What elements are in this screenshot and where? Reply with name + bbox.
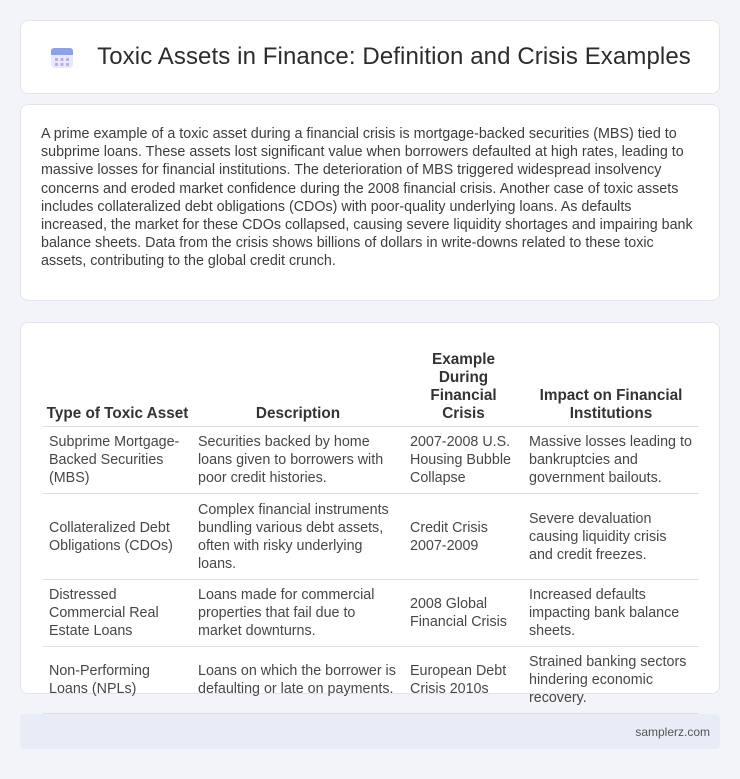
footer-site-link[interactable]: samplerz.com	[635, 724, 710, 739]
table-cell: Severe devaluation causing liquidity crisis and credit freezes.	[523, 494, 699, 580]
column-header: Impact on Financial Institutions	[523, 345, 699, 427]
calendar-icon	[49, 44, 75, 70]
table-cell: Collateralized Debt Obligations (CDOs)	[43, 494, 192, 580]
table-card	[20, 322, 720, 706]
table-cell: Distressed Commercial Real Estate Loans	[43, 580, 192, 647]
table-cell: Subprime Mortgage-Backed Securities (MBS)	[43, 427, 192, 494]
table-cell: Strained banking sectors hindering economic recovery.	[523, 647, 699, 714]
column-header: Example During Financial Crisis	[404, 345, 523, 427]
table-row	[43, 580, 699, 647]
table-cell: 2008 Global Financial Crisis	[404, 580, 523, 647]
table-cell: Loans on which the borrower is defaulting or late on payments.	[192, 647, 404, 714]
page-title: Toxic Assets in Finance: Definition and Crisis Examples	[97, 43, 691, 70]
column-header: Type of Toxic Asset	[43, 345, 192, 427]
title-card	[20, 20, 720, 94]
table-cell: Increased defaults impacting bank balance sheets.	[523, 580, 699, 647]
table-cell: Non-Performing Loans (NPLs)	[43, 647, 192, 714]
table-cell: Loans made for commercial properties that fail due to market downturns.	[192, 580, 404, 647]
table-cell: Complex financial instruments bundling various debt assets, often with risky underlying loans.	[192, 494, 404, 580]
table-cell: Credit Crisis 2007-2009	[404, 494, 523, 580]
table-header-row	[43, 345, 699, 427]
table-cell: European Debt Crisis 2010s	[404, 647, 523, 714]
table-row	[43, 427, 699, 494]
table-row	[43, 494, 699, 580]
intro-card	[20, 104, 720, 301]
table-cell: Securities backed by home loans given to borrowers with poor credit histories.	[192, 427, 404, 494]
table-cell: Massive losses leading to bankruptcies and government bailouts.	[523, 427, 699, 494]
intro-paragraph: A prime example of a toxic asset during a financial crisis is mortgage-backed securities (MBS) tied to subprime loans. These assets lost significant value when borrowers defaulted at high rates, leading to massive losses for financial institutions. The deterioration of MBS triggered widespread insolvency concerns and eroded market confidence during the 2008 financial crisis. Another case of toxic assets includes collateralized debt obligations (CDOs) with poor-quality underlying loans. As defaults increased, the market for these CDOs collapsed, causing severe liquidity shortages and impairing bank balance sheets. Data from the crisis shows billions of dollars in write-downs related to these toxic assets, contributing to the global credit crunch.	[41, 126, 693, 270]
column-header: Description	[192, 345, 404, 427]
table-row	[43, 647, 699, 714]
toxic-assets-table	[43, 345, 699, 714]
footer-bar	[20, 714, 720, 749]
table-cell: 2007-2008 U.S. Housing Bubble Collapse	[404, 427, 523, 494]
